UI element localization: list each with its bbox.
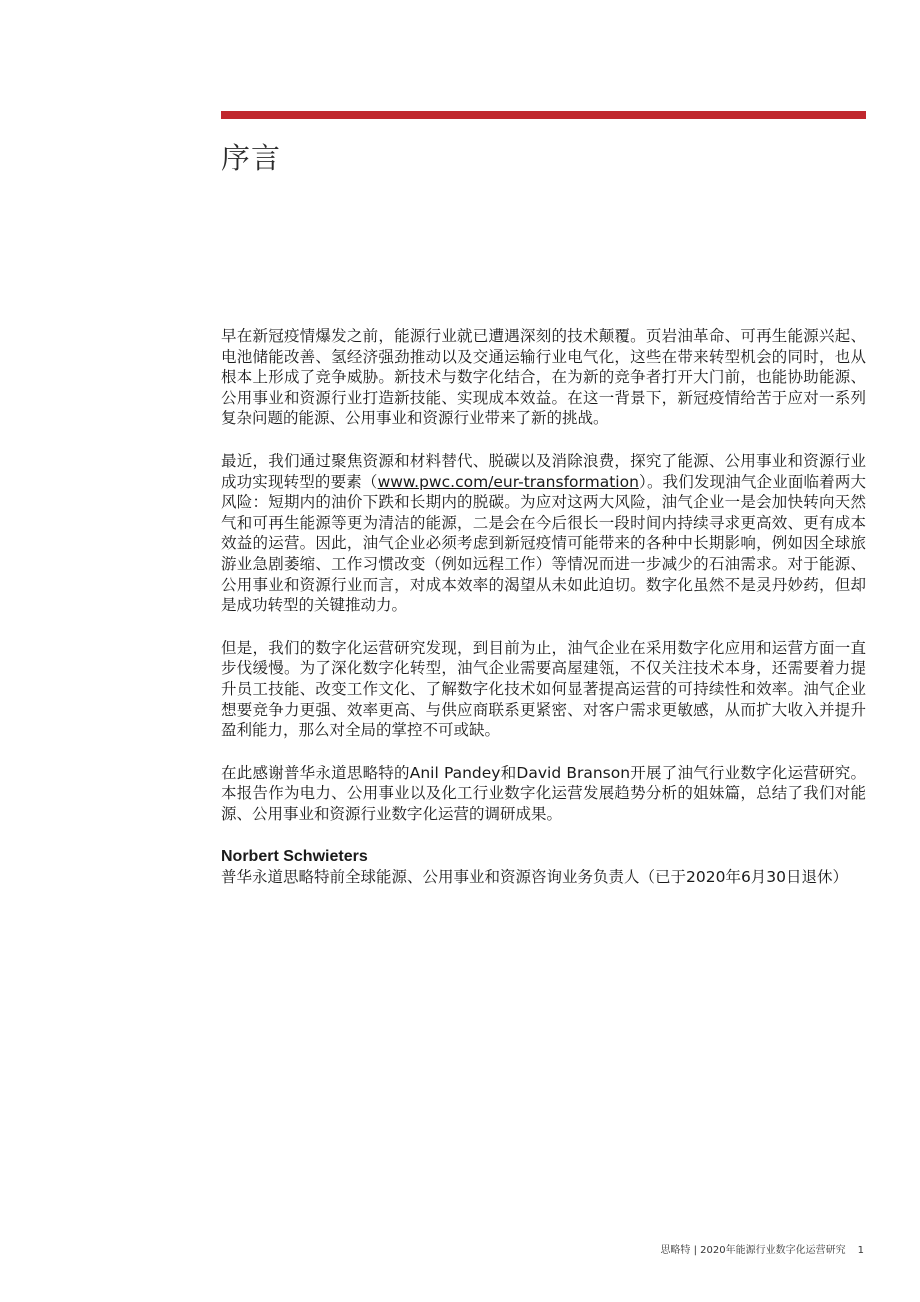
paragraph-intro: 早在新冠疫情爆发之前，能源行业就已遭遇深刻的技术颠覆。页岩油革命、可再生能源兴起、电池储能改善、氢经济强劲推动以及交通运输行业电气化，这些在带来转型机会的同时，也从根本上形成了竞争威胁。新技术与数字化结合，在为新的竞争者打开大门前，也能协助能源、公用事业和资源行业打造新技能、实现成本效益。在这一背景下，新冠疫情给苦于应对一系列复杂问题的能源、公用事业和资源行业带来了新的挑战。 [221,327,866,428]
paragraph-transformation [221,451,866,616]
signature-name: Norbert Schwieters [221,848,368,866]
page-title: 序言 [221,141,282,175]
paragraph-transformation-text-2: ）。我们发现油气企业面临着两大风险：短期内的油价下跌和长期内的脱碳。为应对这两大风险，油气企业一是会加快转向天然气和可再生能源等更为清洁的能源，二是会在今后很长一段时间内持续寻求更高效、更有成本效益的运营。因此，油气企业必须考虑到新冠疫情可能带来的各种中长期影响，例如因全球旅游业急剧萎缩、工作习惯改变（例如远程工作）等情况而进一步减少的石油需求。对于能源、公用事业和资源行业而言，对成本效率的渴望从未如此迫切。数字化虽然不是灵丹妙药，但却是成功转型的关键推动力。 [221,472,866,615]
paragraph-transformation-text-1: 最近，我们通过聚焦资源和材料替代、脱碳以及消除浪费，探究了能源、公用事业和资源行业成功实现转型的要素（ [221,451,866,491]
paragraph-acknowledgement: 在此感谢普华永道思略特的Anil Pandey和David Branson开展了油气行业数字化运营研究。本报告作为电力、公用事业以及化工行业数字化运营发展趋势分析的姐妹篇，总结了我们对能源、公用事业和资源行业数字化运营的调研成果。 [221,763,866,823]
body-text [221,326,866,888]
footer-text: 思略特 | 2020年能源行业数字化运营研究 [660,1245,846,1256]
pwc-transformation-link[interactable]: www.pwc.com/eur-transformation [377,472,639,491]
signature-block [221,846,866,888]
header-accent-bar [221,111,866,119]
paragraph-digital-operations: 但是，我们的数字化运营研究发现，到目前为止，油气企业在采用数字化应用和运营方面一直步伐缓慢。为了深化数字化转型，油气企业需要高屋建瓴，不仅关注技术本身，还需要着力提升员工技能、改变工作文化、了解数字化技术如何显著提高运营的可持续性和效率。油气企业想要竞争力更强、效率更高、与供应商联系更紧密、对客户需求更敏感，从而扩大收入并提升盈利能力，那么对全局的掌控不可或缺。 [221,638,866,740]
signature-role: 普华永道思略特前全球能源、公用事业和资源咨询业务负责人（已于2020年6月30日退休） [221,868,849,887]
page-number: 1 [857,1245,864,1256]
page-footer [660,1244,864,1258]
